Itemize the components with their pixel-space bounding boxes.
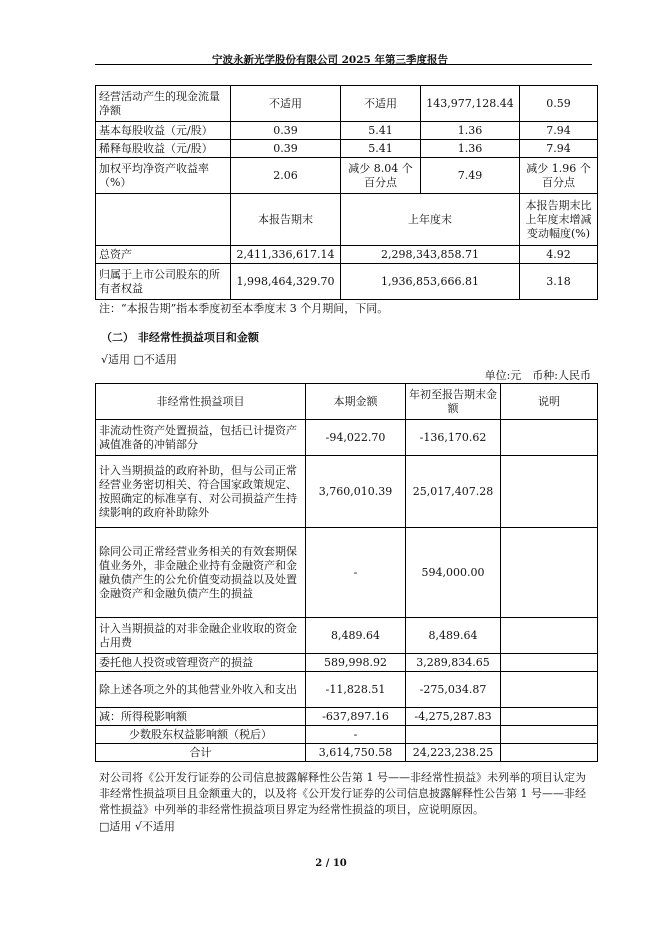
table-header-cell: 年初至报告期末金额: [406, 384, 501, 420]
header-divider: [95, 64, 592, 65]
table-header-row: [96, 384, 598, 420]
table-cell: 不适用: [341, 86, 421, 122]
table-cell: [501, 744, 598, 762]
table-cell: -94,022.70: [306, 420, 406, 456]
table-row: [96, 528, 598, 618]
table-row: [96, 122, 598, 140]
table-row: [96, 420, 598, 456]
table-cell: 589,998.92: [306, 654, 406, 672]
table-cell: 经营活动产生的现金流量净额: [96, 86, 231, 122]
table-cell: 8,489.64: [406, 618, 501, 654]
table-cell: 计入当期损益的政府补助，但与公司正常经营业务密切相关、符合国家政策规定、按照确定的标准享有、对公司损益产生持续影响的政府补助除外: [96, 456, 306, 528]
table-cell: 7.49: [421, 158, 520, 194]
table-cell: 稀释每股收益（元/股）: [96, 140, 231, 158]
table-row: [96, 618, 598, 654]
table-row: [96, 726, 598, 744]
table-cell: 减少 8.04 个百分点: [341, 158, 421, 194]
table-cell: 基本每股收益（元/股）: [96, 122, 231, 140]
table-cell: 总资产: [96, 246, 231, 264]
table-cell: -11,828.51: [306, 672, 406, 708]
table-cell: 7.94: [520, 122, 598, 140]
table-cell: -275,034.87: [406, 672, 501, 708]
table-cell: 合计: [96, 744, 306, 762]
table-row: [96, 158, 598, 194]
table-cell: 5.41: [341, 140, 421, 158]
table-cell: 减少 1.96 个百分点: [520, 158, 598, 194]
table-cell: [501, 726, 598, 744]
table-cell: [501, 618, 598, 654]
table-cell: [501, 672, 598, 708]
table-cell: 3,614,750.58: [306, 744, 406, 762]
table-cell: 24,223,238.25: [406, 744, 501, 762]
table-header-cell: 说明: [501, 384, 598, 420]
table-note: 注：“本报告期”指本季度初至本季度末 3 个月期间，下同。: [99, 302, 389, 315]
table-header-cell: 非经常性损益项目: [96, 384, 306, 420]
table-cell: -637,897.16: [306, 708, 406, 726]
table-cell: 不适用: [231, 86, 341, 122]
financial-indicators-table: [95, 85, 598, 300]
table-cell: 594,000.00: [406, 528, 501, 618]
table-cell: 0.39: [231, 140, 341, 158]
table-row: [96, 86, 598, 122]
table-cell: 除上述各项之外的其他营业外收入和支出: [96, 672, 306, 708]
table-row: [96, 140, 598, 158]
table-cell: 0.59: [520, 86, 598, 122]
table-cell: 25,017,407.28: [406, 456, 501, 528]
table-cell: 1.36: [421, 140, 520, 158]
table-row: [96, 246, 598, 264]
table-row: [96, 456, 598, 528]
table-cell: 4.92: [520, 246, 598, 264]
table-cell: 3,289,834.65: [406, 654, 501, 672]
table-cell: 8,489.64: [306, 618, 406, 654]
table-row: [96, 264, 598, 300]
table-cell: -4,275,287.83: [406, 708, 501, 726]
table-cell: [501, 456, 598, 528]
table-subheader-row: [96, 194, 598, 246]
page-number: 2 / 10: [315, 858, 347, 869]
table-cell: [501, 708, 598, 726]
table-subheader-cell: 上年度末: [341, 194, 520, 246]
table-cell: 2,411,336,617.14: [231, 246, 341, 264]
table-cell: 归属于上市公司股东的所有者权益: [96, 264, 231, 300]
table-total-row: [96, 744, 598, 762]
table-cell: 5.41: [341, 122, 421, 140]
table-cell: 1.36: [421, 122, 520, 140]
table-cell: 减：所得税影响额: [96, 708, 306, 726]
table-cell: [501, 420, 598, 456]
table-cell: 委托他人投资或管理资产的损益: [96, 654, 306, 672]
table-cell: 1,936,853,666.81: [341, 264, 520, 300]
table-cell: -: [306, 726, 406, 744]
table-cell: 2,298,343,858.71: [341, 246, 520, 264]
table-cell: 3,760,010.39: [306, 456, 406, 528]
table-cell: [501, 654, 598, 672]
table-cell: 计入当期损益的对非金融企业收取的资金占用费: [96, 618, 306, 654]
explanation-paragraph: 对公司将《公开发行证券的公司信息披露解释性公告第 1 号——非经常性损益》未列举的项目认定为非经常性损益项目且金额重大的，以及将《公开发行证券的公司信息披露解释性公告第 1 号——非经常性损益》中列举的非经常性损益项目界定为经常性损益的项目，应说明原因。: [99, 771, 586, 816]
table-row: [96, 654, 598, 672]
table-cell: 加权平均净资产收益率（%）: [96, 158, 231, 194]
table-cell: 143,977,128.44: [421, 86, 520, 122]
table-subheader-cell: 本报告期末比上年度末增减变动幅度(%): [520, 194, 598, 246]
table-cell: -: [306, 528, 406, 618]
table-cell: 少数股东权益影响额（税后）: [96, 726, 306, 744]
table-row: [96, 672, 598, 708]
table-header-cell: 本期金额: [306, 384, 406, 420]
applicable-status-2: □适用 √不适用: [99, 820, 175, 833]
table-cell: [501, 528, 598, 618]
table-cell: [406, 726, 501, 744]
table-cell: 3.18: [520, 264, 598, 300]
table-cell: 1,998,464,329.70: [231, 264, 341, 300]
table-cell: 7.94: [520, 140, 598, 158]
table-cell: 2.06: [231, 158, 341, 194]
unit-currency-label: 单位:元 币种:人民币: [484, 369, 591, 382]
table-row: [96, 708, 598, 726]
table-cell: 除同公司正常经营业务相关的有效套期保值业务外，非金融企业持有金融资产和金融负债产生的公允价值变动损益以及处置金融资产和金融负债产生的损益: [96, 528, 306, 618]
table-cell: [96, 194, 231, 246]
table-cell: -136,170.62: [406, 420, 501, 456]
non-recurring-items-table: [95, 383, 598, 762]
page-header: 宁波永新光学股份有限公司 2025 年第三季度报告: [211, 54, 449, 66]
section-title: （二） 非经常性损益项目和金额: [101, 331, 259, 344]
applicable-status: √适用 □不适用: [101, 353, 177, 366]
table-cell: 0.39: [231, 122, 341, 140]
table-subheader-cell: 本报告期末: [231, 194, 341, 246]
table-cell: 非流动性资产处置损益，包括已计提资产减值准备的冲销部分: [96, 420, 306, 456]
